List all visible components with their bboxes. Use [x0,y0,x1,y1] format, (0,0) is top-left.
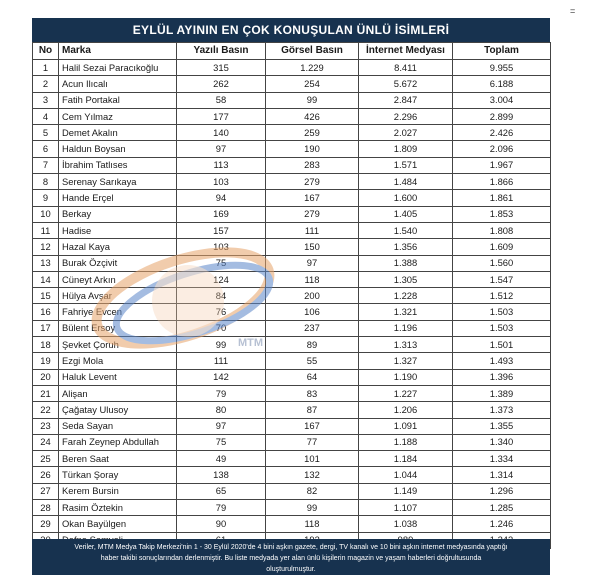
print-media-cell: 84 [177,288,266,304]
visual-media-cell: 99 [266,500,359,516]
name-cell: Beren Saat [59,451,177,467]
visual-media-cell: 259 [266,125,359,141]
rank-cell: 4 [33,108,59,124]
rank-cell: 22 [33,402,59,418]
total-cell: 1.340 [453,434,551,450]
total-cell: 1.503 [453,304,551,320]
name-cell: Çağatay Ulusoy [59,402,177,418]
print-media-cell: 177 [177,108,266,124]
internet-media-cell: 1.149 [359,483,453,499]
rank-cell: 24 [33,434,59,450]
visual-media-cell: 279 [266,206,359,222]
print-media-cell: 124 [177,271,266,287]
rank-cell: 12 [33,239,59,255]
name-cell: Haldun Boysan [59,141,177,157]
table-row [33,369,551,385]
total-cell: 1.373 [453,402,551,418]
rank-cell: 8 [33,174,59,190]
corner-mark: = [570,6,576,16]
print-media-cell: 138 [177,467,266,483]
total-cell: 1.866 [453,174,551,190]
table-row [33,92,551,108]
column-header-no: No [33,43,59,60]
name-cell: Okan Bayülgen [59,516,177,532]
table-row [33,320,551,336]
rank-cell: 25 [33,451,59,467]
name-cell: Şevket Çoruh [59,337,177,353]
rank-cell: 6 [33,141,59,157]
visual-media-cell: 101 [266,451,359,467]
print-media-cell: 75 [177,255,266,271]
total-cell: 1.355 [453,418,551,434]
print-media-cell: 80 [177,402,266,418]
internet-media-cell: 1.044 [359,467,453,483]
internet-media-cell: 1.321 [359,304,453,320]
table-row [33,76,551,92]
internet-media-cell: 1.206 [359,402,453,418]
visual-media-cell: 279 [266,174,359,190]
watermark-logo-text: MTM [238,337,264,349]
ranking-table [32,42,551,549]
rank-cell: 7 [33,157,59,173]
name-cell: Fahriye Evcen [59,304,177,320]
name-cell: Seda Sayan [59,418,177,434]
visual-media-cell: 111 [266,222,359,238]
print-media-cell: 49 [177,451,266,467]
visual-media-cell: 99 [266,92,359,108]
print-media-cell: 75 [177,434,266,450]
table-row [33,60,551,76]
rank-cell: 3 [33,92,59,108]
name-cell: Hadise [59,222,177,238]
print-media-cell: 79 [177,500,266,516]
table-row [33,271,551,287]
table-row [33,288,551,304]
internet-media-cell: 1.196 [359,320,453,336]
total-cell: 1.547 [453,271,551,287]
visual-media-cell: 167 [266,418,359,434]
print-media-cell: 58 [177,92,266,108]
rank-cell: 9 [33,190,59,206]
rank-cell: 1 [33,60,59,76]
visual-media-cell: 1.229 [266,60,359,76]
total-cell: 2.899 [453,108,551,124]
rank-cell: 11 [33,222,59,238]
internet-media-cell: 1.388 [359,255,453,271]
print-media-cell: 103 [177,239,266,255]
print-media-cell: 157 [177,222,266,238]
table-row [33,385,551,401]
total-cell: 2.096 [453,141,551,157]
name-cell: Farah Zeynep Abdullah [59,434,177,450]
name-cell: Bülent Ersoy [59,320,177,336]
total-cell: 1.389 [453,385,551,401]
visual-media-cell: 190 [266,141,359,157]
internet-media-cell: 2.847 [359,92,453,108]
column-header-gorsel-basin: Görsel Basın [266,43,359,60]
table-row [33,141,551,157]
print-media-cell: 70 [177,320,266,336]
rank-cell: 2 [33,76,59,92]
print-media-cell: 111 [177,353,266,369]
internet-media-cell: 1.190 [359,369,453,385]
internet-media-cell: 1.038 [359,516,453,532]
total-cell: 1.314 [453,467,551,483]
name-cell: Berkay [59,206,177,222]
table-row [33,353,551,369]
total-cell: 1.967 [453,157,551,173]
rank-cell: 10 [33,206,59,222]
rank-cell: 14 [33,271,59,287]
rank-cell: 21 [33,385,59,401]
name-cell: Kerem Bursin [59,483,177,499]
footnote-line-3: oluşturulmuştur. [266,566,316,573]
visual-media-cell: 106 [266,304,359,320]
total-cell: 3.004 [453,92,551,108]
table-row [33,222,551,238]
footnote-line-1: Veriler, MTM Medya Takip Merkezi'nin 1 - 30 Eylül 2020'de 4 bini aşkın gazete, dergi, TV kanalı ve 10 bini aşkın internet medyasında yaptığı [74,544,508,551]
name-cell: Türkan Şoray [59,467,177,483]
internet-media-cell: 8.411 [359,60,453,76]
name-cell: Ezgi Mola [59,353,177,369]
footnote [32,539,550,575]
rank-cell: 19 [33,353,59,369]
total-cell: 1.285 [453,500,551,516]
rank-cell: 5 [33,125,59,141]
total-cell: 1.501 [453,337,551,353]
total-cell: 1.560 [453,255,551,271]
print-media-cell: 113 [177,157,266,173]
visual-media-cell: 254 [266,76,359,92]
print-media-cell: 262 [177,76,266,92]
visual-media-cell: 200 [266,288,359,304]
table-header-row [33,43,551,60]
internet-media-cell: 1.227 [359,385,453,401]
rank-cell: 28 [33,500,59,516]
print-media-cell: 169 [177,206,266,222]
visual-media-cell: 118 [266,516,359,532]
table-row [33,500,551,516]
visual-media-cell: 64 [266,369,359,385]
visual-media-cell: 89 [266,337,359,353]
internet-media-cell: 1.188 [359,434,453,450]
table-row [33,434,551,450]
table-row [33,418,551,434]
column-header-marka: Marka [59,43,177,60]
print-media-cell: 142 [177,369,266,385]
print-media-cell: 315 [177,60,266,76]
visual-media-cell: 118 [266,271,359,287]
column-header-toplam: Toplam [453,43,551,60]
internet-media-cell: 1.405 [359,206,453,222]
total-cell: 1.861 [453,190,551,206]
total-cell: 1.808 [453,222,551,238]
internet-media-cell: 1.540 [359,222,453,238]
rank-cell: 18 [33,337,59,353]
total-cell: 1.503 [453,320,551,336]
internet-media-cell: 1.484 [359,174,453,190]
name-cell: Hazal Kaya [59,239,177,255]
total-cell: 2.426 [453,125,551,141]
visual-media-cell: 167 [266,190,359,206]
print-media-cell: 99 [177,337,266,353]
print-media-cell: 90 [177,516,266,532]
name-cell: Acun Ilıcalı [59,76,177,92]
internet-media-cell: 1.184 [359,451,453,467]
internet-media-cell: 5.672 [359,76,453,92]
internet-media-cell: 2.296 [359,108,453,124]
print-media-cell: 94 [177,190,266,206]
name-cell: Burak Özçivit [59,255,177,271]
rank-cell: 15 [33,288,59,304]
table-row [33,108,551,124]
name-cell: Cem Yılmaz [59,108,177,124]
total-cell: 6.188 [453,76,551,92]
table-row [33,337,551,353]
total-cell: 1.493 [453,353,551,369]
print-media-cell: 103 [177,174,266,190]
footnote-line-2: haber takibi sonuçlarından derlenmiştir. Bu liste medyada yer alan ünlü kişilerin magazin ve yaşam haberleri doğrultusunda [100,555,482,562]
internet-media-cell: 1.600 [359,190,453,206]
total-cell: 1.853 [453,206,551,222]
name-cell: Hande Erçel [59,190,177,206]
internet-media-cell: 1.305 [359,271,453,287]
internet-media-cell: 1.327 [359,353,453,369]
name-cell: Cüneyt Arkın [59,271,177,287]
column-header-yazili-basin: Yazılı Basın [177,43,266,60]
table-row [33,157,551,173]
internet-media-cell: 1.809 [359,141,453,157]
total-cell: 9.955 [453,60,551,76]
internet-media-cell: 2.027 [359,125,453,141]
table-row [33,467,551,483]
visual-media-cell: 77 [266,434,359,450]
internet-media-cell: 1.107 [359,500,453,516]
visual-media-cell: 237 [266,320,359,336]
total-cell: 1.334 [453,451,551,467]
print-media-cell: 79 [177,385,266,401]
visual-media-cell: 83 [266,385,359,401]
table-row [33,451,551,467]
name-cell: Haluk Levent [59,369,177,385]
table-row [33,304,551,320]
page-title: EYLÜL AYININ EN ÇOK KONUŞULAN ÜNLÜ İSİMLERİ [32,18,550,42]
rank-cell: 20 [33,369,59,385]
total-cell: 1.246 [453,516,551,532]
table-row [33,402,551,418]
visual-media-cell: 283 [266,157,359,173]
visual-media-cell: 55 [266,353,359,369]
table-row [33,125,551,141]
name-cell: Serenay Sarıkaya [59,174,177,190]
print-media-cell: 97 [177,141,266,157]
table-row [33,483,551,499]
internet-media-cell: 1.313 [359,337,453,353]
visual-media-cell: 82 [266,483,359,499]
name-cell: Hülya Avşar [59,288,177,304]
table-row [33,174,551,190]
internet-media-cell: 1.571 [359,157,453,173]
print-media-cell: 140 [177,125,266,141]
total-cell: 1.512 [453,288,551,304]
name-cell: İbrahim Tatlıses [59,157,177,173]
visual-media-cell: 97 [266,255,359,271]
visual-media-cell: 87 [266,402,359,418]
visual-media-cell: 426 [266,108,359,124]
table-row [33,516,551,532]
ranking-infographic [32,18,550,575]
column-header-internet-medyasi: İnternet Medyası [359,43,453,60]
rank-cell: 26 [33,467,59,483]
name-cell: Fatih Portakal [59,92,177,108]
rank-cell: 27 [33,483,59,499]
name-cell: Demet Akalın [59,125,177,141]
table-row [33,206,551,222]
rank-cell: 16 [33,304,59,320]
name-cell: Alişan [59,385,177,401]
total-cell: 1.396 [453,369,551,385]
internet-media-cell: 1.091 [359,418,453,434]
print-media-cell: 65 [177,483,266,499]
name-cell: Halil Sezai Paracıkoğlu [59,60,177,76]
print-media-cell: 76 [177,304,266,320]
rank-cell: 29 [33,516,59,532]
table-row [33,239,551,255]
internet-media-cell: 1.228 [359,288,453,304]
rank-cell: 13 [33,255,59,271]
visual-media-cell: 132 [266,467,359,483]
name-cell: Rasim Öztekin [59,500,177,516]
internet-media-cell: 1.356 [359,239,453,255]
table-row [33,190,551,206]
total-cell: 1.296 [453,483,551,499]
rank-cell: 17 [33,320,59,336]
visual-media-cell: 150 [266,239,359,255]
print-media-cell: 97 [177,418,266,434]
rank-cell: 23 [33,418,59,434]
total-cell: 1.609 [453,239,551,255]
table-row [33,255,551,271]
